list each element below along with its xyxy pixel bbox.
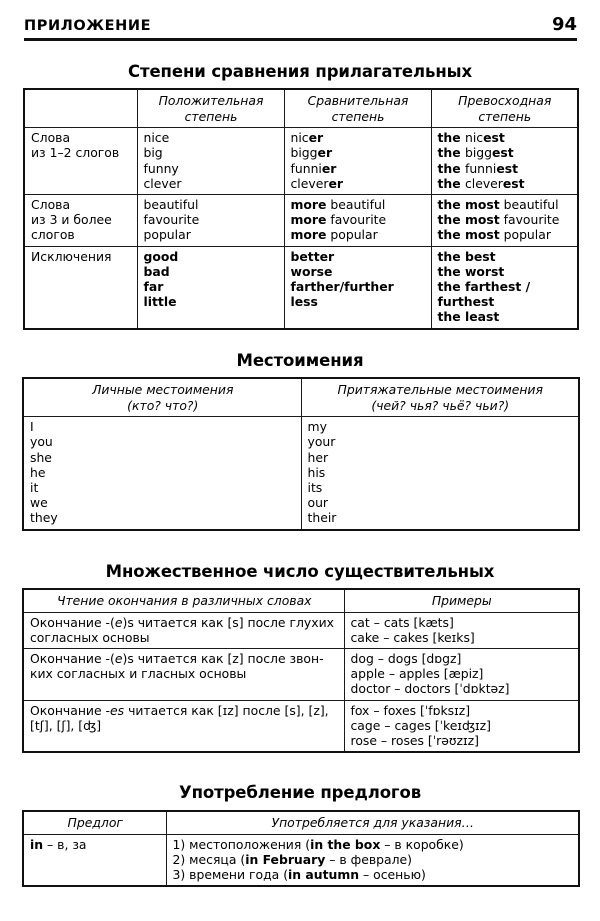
page-title: ПРИЛОЖЕНИЕ xyxy=(24,18,152,34)
cell-positive: beautiful favourite popular xyxy=(137,195,284,247)
table-row-exceptions xyxy=(24,246,578,329)
cell-positive: good bad far little xyxy=(137,246,284,329)
col-head-personal-pronouns: Личные местоимения (кто? что?) xyxy=(23,378,301,417)
cell-comparative: nicer bigger funnier cleverer xyxy=(284,128,431,195)
section-title-adjectives: Степени сравнения прилагательных xyxy=(127,62,472,81)
cell-rule: Окончание -(e)s читается как [z] после звон- ких согласных и гласных основы xyxy=(23,649,344,701)
table-prepositions xyxy=(22,810,580,887)
cell-superlative: the best the worst the farthest / furthest the least xyxy=(431,246,578,329)
col-head-examples: Примеры xyxy=(344,589,579,612)
cell-positive: nice big funny clever xyxy=(137,128,284,195)
cell-comparative: more beautiful more favourite more popular xyxy=(284,195,431,247)
cell-usages xyxy=(166,834,579,886)
table-header-row xyxy=(24,89,578,128)
table-header-row xyxy=(23,811,579,834)
row-label: Слова из 1–2 слогов xyxy=(24,128,137,195)
header-divider xyxy=(24,38,577,41)
table-header-row xyxy=(23,589,579,612)
cell-examples: cat – cats [kæts] cake – cakes [keɪks] xyxy=(344,612,579,648)
table-pronouns xyxy=(22,377,580,531)
table-row-3-or-more-syllables xyxy=(24,195,578,247)
section-title-prepositions: Употребление предлогов xyxy=(178,783,422,802)
col-head-possessive-pronouns: Притяжательные местоимения (чей? чья? чьё? чьи?) xyxy=(301,378,579,417)
col-head-superlative: Превосходная степень xyxy=(431,89,578,128)
table-row-voiced xyxy=(23,649,579,701)
cell-superlative: the nicest the biggest the funniest the cleverest xyxy=(431,128,578,195)
cell-rule: Окончание -(e)s читается как [s] после глухих согласных основы xyxy=(23,612,344,648)
table-row-in xyxy=(23,834,579,886)
table-degrees-of-comparison xyxy=(23,88,579,330)
page-number: 94 xyxy=(551,14,577,35)
col-head-blank xyxy=(24,89,137,128)
table-row xyxy=(23,417,579,530)
cell-examples: dog – dogs [dɒgz] apple – apples [æpiz] doctor – doctors [ˈdɒktəz] xyxy=(344,649,579,701)
cell-personal-pronouns: I you she he it we they xyxy=(23,417,301,530)
table-row-1-2-syllables xyxy=(24,128,578,195)
usage-item: 1) местоположения (in the box – в коробке) xyxy=(172,836,464,852)
table-row-voiceless xyxy=(23,612,579,648)
usage-item: 2) месяца (in February – в феврале) xyxy=(172,851,412,867)
col-head-comparative: Сравнительная степень xyxy=(284,89,431,128)
section-title-pronouns: Местоимения xyxy=(236,351,364,370)
row-label: Исключения xyxy=(24,246,137,329)
cell-preposition: in – в, за xyxy=(23,834,166,886)
cell-examples: fox – foxes [ˈfɒksɪz] cage – cages [ˈkeɪʤɪz] rose – roses [ˈrəʊzɪz] xyxy=(344,700,579,752)
cell-rule: Окончание -es читается как [ɪz] после [s], [z], [tʃ], [ʃ], [ʤ] xyxy=(23,700,344,752)
cell-comparative: better worse farther/further less xyxy=(284,246,431,329)
col-head-positive: Положительная степень xyxy=(137,89,284,128)
usage-item: 3) времени года (in autumn – осенью) xyxy=(172,867,426,882)
col-head-usage: Употребляется для указания… xyxy=(166,811,579,834)
cell-possessive-pronouns: my your her his its our their xyxy=(301,417,579,530)
table-row-sibilants xyxy=(23,700,579,752)
cell-superlative: the most beautiful the most favourite the most popular xyxy=(431,195,578,247)
col-head-ending-reading: Чтение окончания в различных словах xyxy=(23,589,344,612)
table-header-row xyxy=(23,378,579,417)
section-title-plurals: Множественное число существительных xyxy=(105,562,495,581)
running-head xyxy=(24,14,577,35)
row-label: Слова из 3 и более слогов xyxy=(24,195,137,247)
col-head-preposition: Предлог xyxy=(23,811,166,834)
table-plural-nouns xyxy=(22,588,580,753)
